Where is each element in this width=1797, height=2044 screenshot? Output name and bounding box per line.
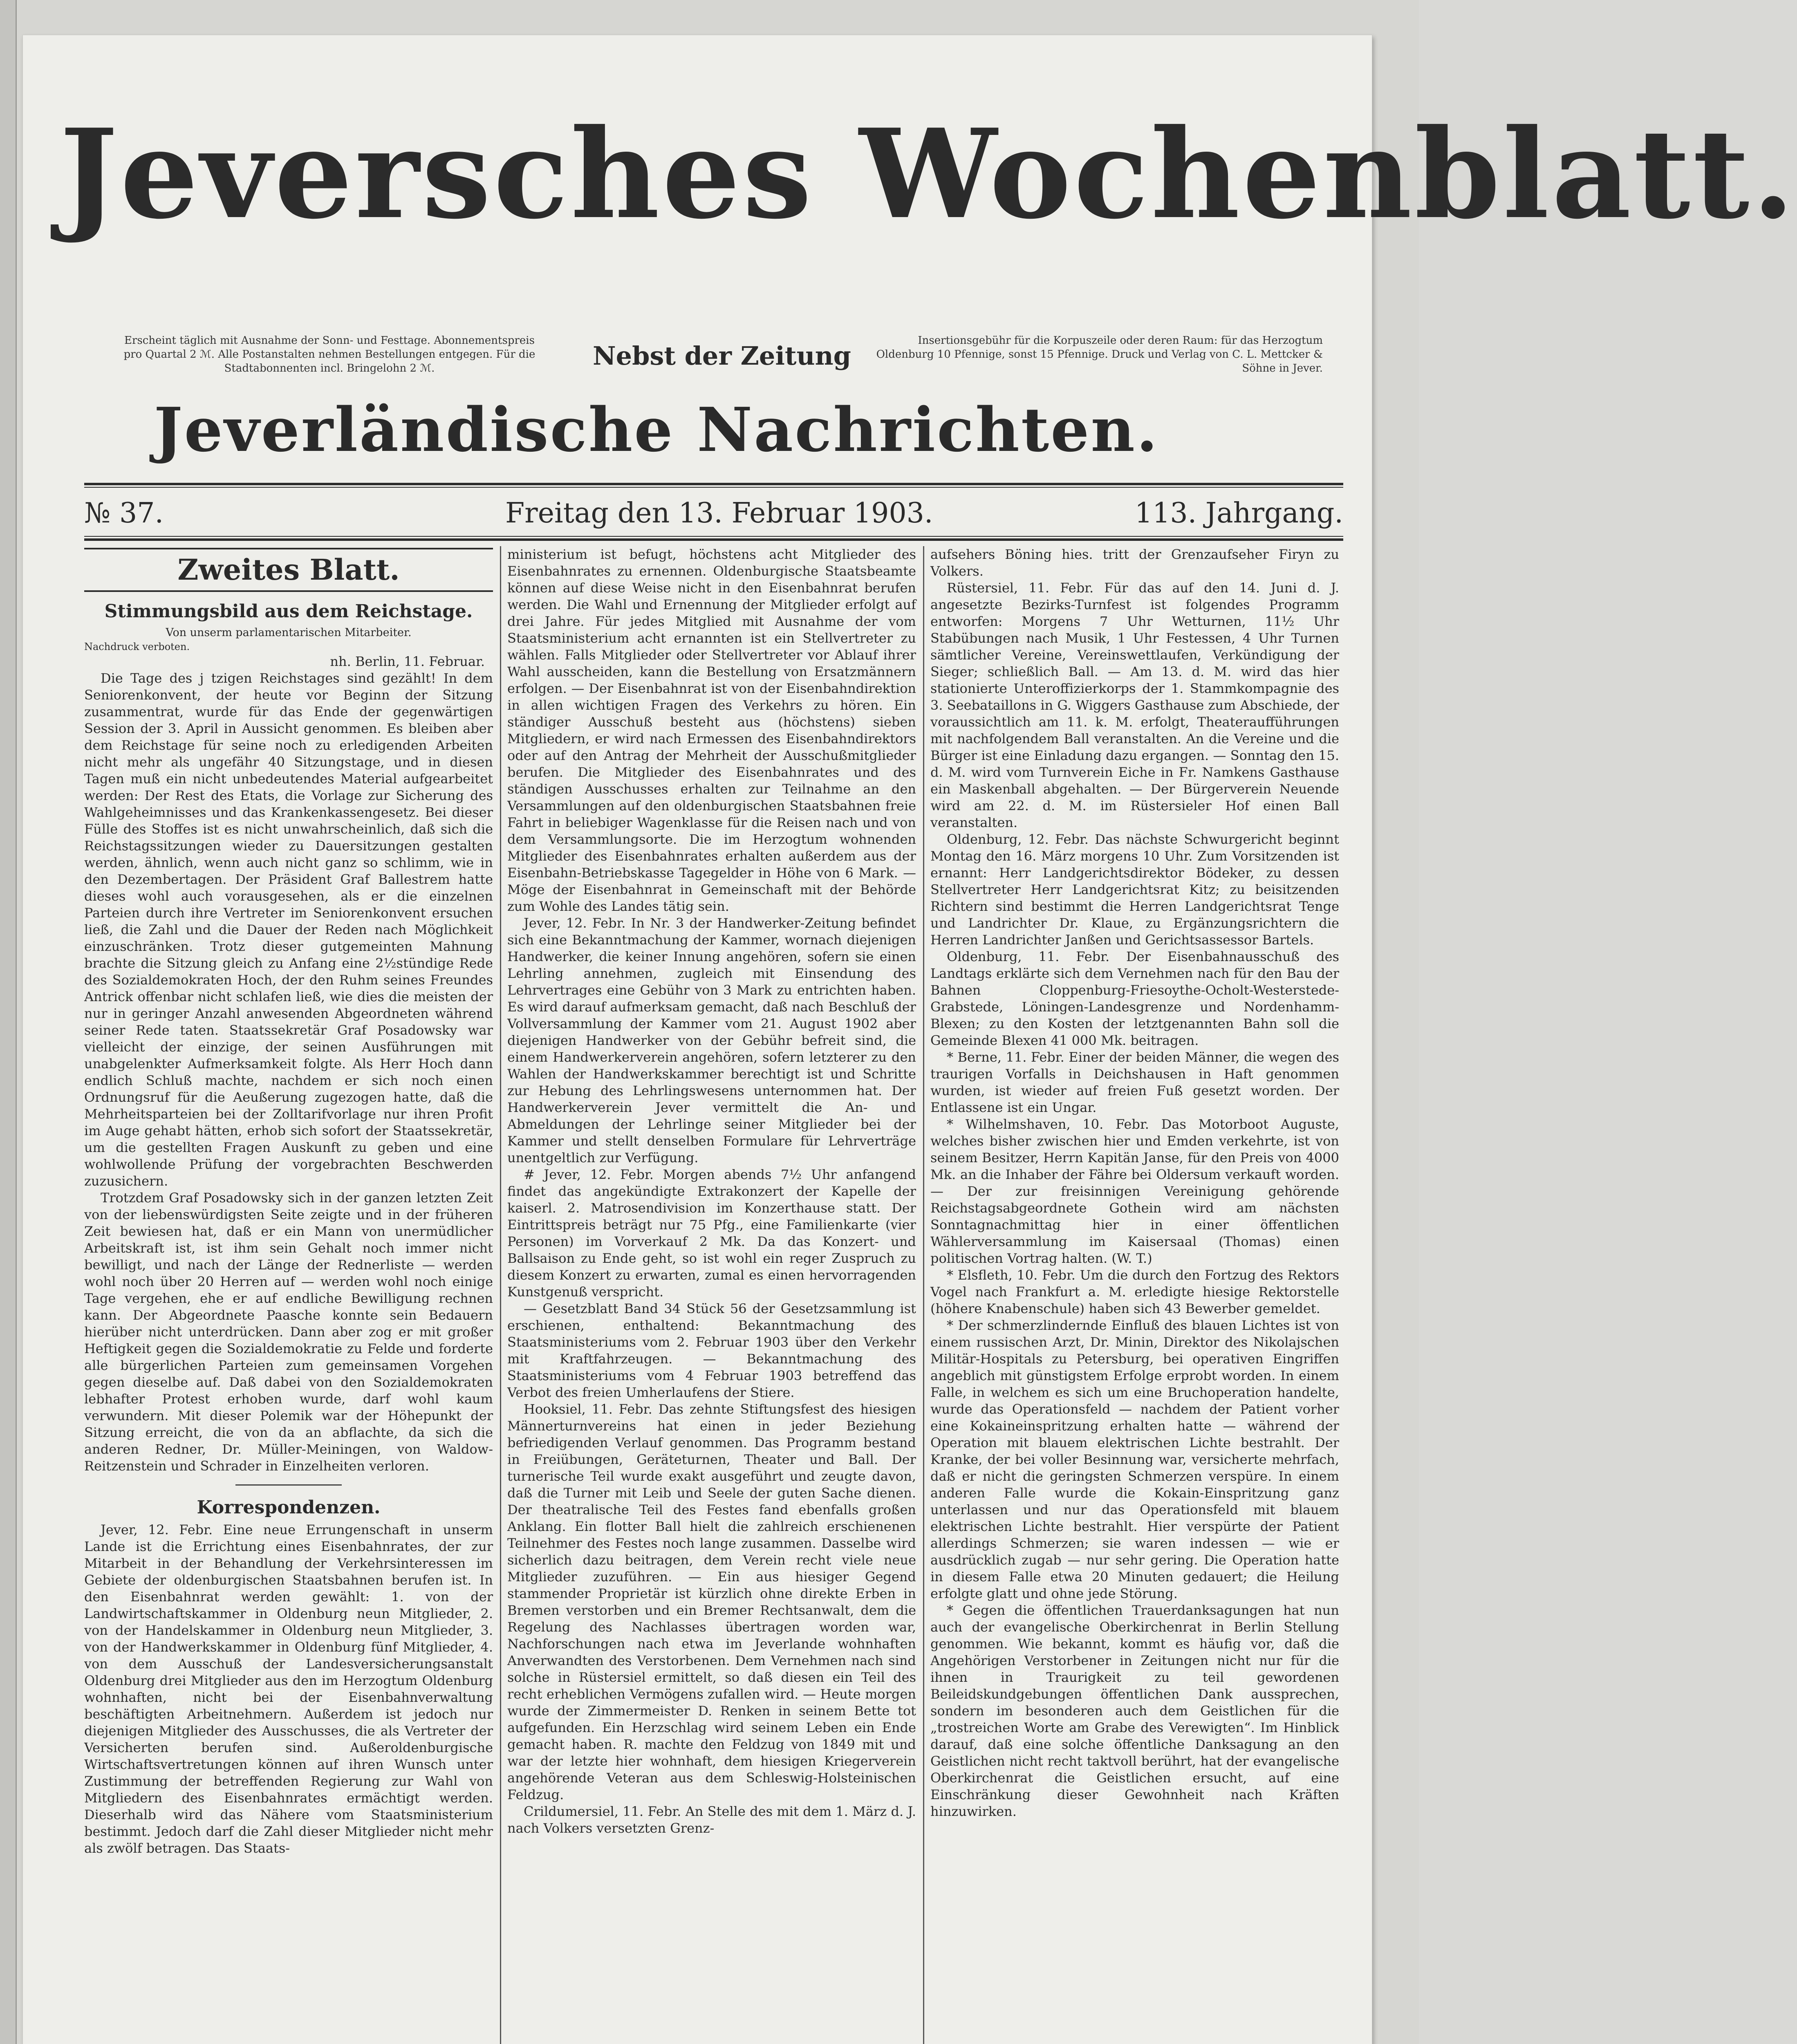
masthead-title: Jeversches Wochenblatt.: [60, 102, 1797, 246]
article-paragraph: Hooksiel, 11. Febr. Das zehnte Stiftungsfest des hiesigen Männerturnvereins hat einen in jeder Beziehung befriedigenden Verlauf genommen. Das Programm bestand in Freiübungen, Geräteturnen, Theater und Ball. Der turnerische Teil wurde exakt ausgeführt und zeugte davon, daß die Turner mit Leib und Seele der guten Sache dienen. Der theatralische Teil des Festes fand ebenfalls großen Anklang. Ein flotter Ball hielt die zahlreich erschienenen Teilnehmer des Festes noch lange zusammen. Dasselbe wird sicherlich dazu beitragen, dem Verein recht viele neue Mitglieder zuzuführen. — Ein aus hiesiger Gegend stammender Proprietär ist kürzlich ohne direkte Erben in Bremen verstorben und ein Bremer Rechtsanwalt, dem die Regelung des Nachlasses übertragen worden war, Nachforschungen nach etwa im Jeverlande wohnhaften Anverwandten des Verstorbenen. Dem Vernehmen nach sind solche in Rüstersiel ermittelt, so daß diesen ein Teil des recht erheblichen Vermögens zufallen wird. — Heute morgen wurde der Zimmermeister D. Renken in seinem Bette tot aufgefunden. Ein Herzschlag wird seinem Leben ein Ende gemacht haben. R. machte den Feldzug von 1849 mit und war der letzte hier wohnhaft, dem hiesigen Kriegerverein angehörende Veteran aus dem Schleswig-Holsteinischen Feldzug.: [507, 1401, 916, 1802]
advertising-notice: Insertionsgebühr für die Korpuszeile oder deren Raum: für das Herzogtum Oldenburg 10 Pfennige, sonst 15 Pfennige. Druck und Verlag von C. L. Mettcker & Söhne in Jever.: [876, 334, 1323, 374]
supplement-note: Nebst der Zeitung: [592, 341, 851, 371]
issue-date: Freitag den 13. Februar 1903.: [505, 497, 933, 529]
column-2: [507, 546, 916, 1837]
article-paragraph: Jever, 12. Febr. In Nr. 3 der Handwerker-Zeitung befindet sich eine Bekanntmachung der Kammer, wornach diejenigen Handwerker, die keiner Innung angehören, sofern sie einen Lehrling annehmen, zugleich mit Einsendung des Lehrvertrages eine Gebühr von 3 Mark zu entrichten haben. Es wird darauf aufmerksam gemacht, daß nach Beschluß der Vollversammlung der Kammer vom 21. August 1902 aber diejenigen Handwerker von der Gebühr befreit sind, die einem Handwerkerverein angehören, sofern letzterer zu den Wahlen der Handwerkskammer berechtigt ist und Schritte zur Hebung des Lehrlingswesens unternommen hat. Der Handwerkerverein Jever vermittelt die An- und Abmeldungen der Lehrlinge seiner Mitglieder bei der Kammer und stellt denselben Formulare für Lehrverträge unentgeltlich zur Verfügung.: [507, 915, 916, 1165]
top-rule: [84, 483, 1343, 485]
article-separator: [235, 1484, 342, 1486]
article-paragraph: * Elsfleth, 10. Febr. Um die durch den Fortzug des Rektors Vogel nach Frankfurt a. M. erledigte hiesige Rektorstelle (höhere Knabenschule) haben sich 43 Bewerber gemeldet.: [930, 1267, 1339, 1316]
article-paragraph: Rüstersiel, 11. Febr. Für das auf den 14. Juni d. J. angesetzte Bezirks-Turnfest ist folgendes Programm entworfen: Morgens 7 Uhr Wetturnen, 11½ Uhr Stabübungen nach Musik, 1 Uhr Festessen, 4 Uhr Turnen sämtlicher Vereine, Vereinswettlaufen, Verkündigung der Sieger; schließlich Ball. — Am 13. d. M. wird das hier stationierte Unteroffizierkorps der 1. Stammkompagnie des 3. Seebataillons in G. Wiggers Gasthause zum Abschiede, der voraussichtlich am 11. k. M. erfolgt, Theateraufführungen mit nachfolgendem Ball veranstalten. An die Vereine und die Bürger ist eine Einladung dazu ergangen. — Sonntag den 15. d. M. wird vom Turnverein Eiche in Fr. Namkens Gasthause ein Maskenball abgehalten. — Der Bürgerverein Neuende wird am 22. d. M. im Rüstersieler Hof einen Ball veranstalten.: [930, 580, 1339, 830]
article-paragraph: * Berne, 11. Febr. Einer der beiden Männer, die wegen des traurigen Vorfalls in Deichshausen in Haft genommen wurden, ist wieder auf freien Fuß gesetzt worden. Der Entlassene ist ein Ungar.: [930, 1049, 1339, 1115]
article-paragraph: Crildumersiel, 11. Febr. An Stelle des mit dem 1. März d. J. nach Volkers versetzten Grenz-: [507, 1804, 916, 1836]
section-rule: [84, 548, 493, 549]
newspaper-page: [22, 35, 1797, 2044]
issue-number: № 37.: [84, 497, 164, 529]
article-paragraph: Die Tage des j tzigen Reichstages sind gezählt! In dem Seniorenkonvent, der heute vor Beginn der Sitzung zusammentrat, wurde für das Ende der gegenwärtigen Session der 3. April in Aussicht genommen. Es bleiben aber dem Reichstage für seine noch zu erledigenden Arbeiten nicht mehr als ungefähr 40 Sitzungstage, und in diesen Tagen muß ein nicht unbedeutendes Material aufgearbeitet werden: Der Rest des Etats, die Vorlage zur Sicherung des Wahlgeheimnisses und das Krankenkassengesetz. Bei dieser Fülle des Stoffes ist es nicht unwahrscheinlich, daß sich die Reichstagssitzungen wieder zu Dauersitzungen gestalten werden, ähnlich, wenn auch nicht ganz so schlimm, wie in den Dezembertagen. Der Präsident Graf Ballestrem hatte dieses wohl auch vorausgesehen, als er die einzelnen Parteien durch ihre Vertreter im Seniorenkonvent ersuchen ließ, die Zahl und die Dauer der Reden nach Möglichkeit einzuschränken. Trotz dieser gutgemeinten Mahnung brachte die Sitzung gleich zu Anfang eine 2½stündige Rede des Sozialdemokraten Hoch, der den Ruhm seines Freundes Antrick offenbar nicht schlafen ließ, wie dies die meisten der nur in geringer Anzahl anwesenden Abgeordneten während seiner Rede taten. Staatssekretär Graf Posadowsky war vielleicht der einzige, der seinen Ausführungen mit unabgelenkter Aufmerksamkeit folgte. Als Herr Hoch dann endlich Schluß machte, nachdem er sich noch einen Ordnungsruf für die Aeußerung zugezogen hatte, daß die Mehrheitsparteien bei der Zolltarifvorlage nur ihren Profit im Auge gehabt hätten, erhob sich sofort der Staatssekretär, um die gestellten Fragen Auskunft zu geben und eine wohlwollende Prüfung der vorgebrachten Beschwerden zuzusichern.: [84, 670, 493, 1189]
article-paragraph: * Gegen die öffentlichen Trauerdanksagungen hat nun auch der evangelische Oberkirchenrat in Berlin Stellung genommen. Wie bekannt, kommt es häufig vor, daß die Angehörigen Verstorbener in Zeitungen nicht nur für die ihnen in Traurigkeit zu teil gewordenen Beileidskundgebungen öffentlichen Dank aussprechen, sondern im besonderen auch dem Geistlichen für die „trostreichen Worte am Grabe des Verewigten“. Im Hinblick darauf, daß eine solche öffentliche Danksagung an den Geistlichen nicht recht taktvoll berührt, hat der evangelische Oberkirchenrat die Geistlichen ersucht, auf eine Einschränkung dieser Gewohnheit nach Kräften hinzuwirken.: [930, 1602, 1339, 1819]
article-paragraph: Trotzdem Graf Posadowsky sich in der ganzen letzten Zeit von der liebenswürdigsten Seite zeigte und in der früheren Zeit bewiesen hat, daß er ein Mann von unermüdlicher Arbeitskraft ist, ist ihm sein Gehalt noch immer nicht bewilligt, und nach der Länge der Rednerliste — werden wohl noch über 20 Herren auf — werden wohl noch einige Tage vergehen, ehe er auf endliche Bewilligung rechnen kann. Der Abgeordnete Paasche konnte sein Bedauern hierüber nicht unterdrücken. Dann aber zog er mit großer Heftigkeit gegen die Sozialdemokratie zu Felde und forderte alle bürgerlichen Parteien zum gemeinsamen Vorgehen gegen dieselbe auf. Daß dabei von den Sozialdemokraten lebhafter Protest erhoben wurde, darf wohl kaum verwundern. Mit dieser Polemik war der Höhepunkt der Sitzung erreicht, die von da an abflachte, da sich die anderen Redner, Dr. Müller-Meiningen, von Waldow-Reitzenstein und Schrader in Einzelheiten verloren.: [84, 1190, 493, 1474]
article-paragraph: * Der schmerzlindernde Einfluß des blauen Lichtes ist von einem russischen Arzt, Dr. Minin, Direktor des Nikolajschen Militär-Hospitals zu Petersburg, bei operativen Eingriffen angeblich mit günstigstem Erfolge erprobt worden. In einem Falle, in welchem es sich um eine Bruchoperation handelte, wurde das Operationsfeld — nachdem der Patient vorher eine Kokaineinspritzung erhalten hatte — während der Operation mit blauem elektrischen Lichte bestrahlt. Der Kranke, der bei voller Besinnung war, versicherte mehrfach, daß er nicht die geringsten Schmerzen verspüre. In einem anderen Falle wurde die Kokain-Einspritzung ganz unterlassen und nur das Operationsfeld mit blauem elektrischen Lichte bestrahlt. Hier verspürte der Patient allerdings Schmerzen; sie waren indessen — wie er ausdrücklich zugab — nur sehr gering. Die Operation hatte in diesem Falle etwa 20 Minuten gedauert; die Heilung erfolgte glatt und ohne jede Störung.: [930, 1318, 1339, 1601]
dateline: [84, 493, 1343, 534]
article-paragraph: # Jever, 12. Febr. Morgen abends 7½ Uhr anfangend findet das angekündigte Extrakonzert der Kapelle der kaiserl. 2. Matrosendivision im Konzerthause statt. Der Eintrittspreis beträgt nur 75 Pfg., eine Familienkarte (vier Personen) im Vorverkauf 2 Mk. Da das Konzert- und Ballsaison zu Ende geht, so ist wohl ein reger Zuspruch zu diesem Konzert zu erwarten, zumal es einen hervorragenden Kunstgenuß verspricht.: [507, 1167, 916, 1300]
subscription-notice: Erscheint täglich mit Ausnahme der Sonn- und Festtage. Abonnementspreis pro Quartal 2 ℳ. Alle Postanstalten nehmen Bestellungen entgegen. Für die Stadtabonnenten incl. Bringelohn 2 ℳ.: [123, 334, 536, 374]
article-title: Korrespondenzen.: [197, 1497, 381, 1518]
column-3: [930, 546, 1339, 1820]
article-paragraph: Oldenburg, 12. Febr. Das nächste Schwurgericht beginnt Montag den 16. März morgens 10 Uhr. Zum Vorsitzenden ist ernannt: Herr Landgerichtsdirektor Bödeker, zu dessen Stellvertreter Herr Landgerichtsrat Kitz; zu beisitzenden Richtern sind bestimmt die Herren Landgerichtsrat Tenge und Landrichter Dr. Klaue, zu Ergänzungsrichtern die Herren Landrichter Janßen und Gerichtsassessor Bartels.: [930, 831, 1339, 948]
column-divider: [500, 546, 501, 2044]
article-paragraph: * Wilhelmshaven, 10. Febr. Das Motorboot Auguste, welches bisher zwischen hier und Emden verkehrte, ist von seinem Besitzer, Herrn Kapitän Janse, für den Preis von 4000 Mk. an die Inhaber der Fähre bei Oldersum verkauft worden. — Der zur freisinnigen Vereinigung gehörende Reichstagsabgeordnete Gothein wird am nächsten Sonntagnachmittag hier in einer öffentlichen Wählerversammlung im Kaisersaal (Thomas) einen politischen Vortrag halten. (W. T.): [930, 1116, 1339, 1266]
section-heading: Zweites Blatt.: [177, 553, 400, 587]
article-paragraph: Oldenburg, 11. Febr. Der Eisenbahnausschuß des Landtags erklärte sich dem Vernehmen nach für den Bau der Bahnen Cloppenburg-Friesoythe-Ocholt-Westerstede-Grabstede, Löningen-Landesgrenze und Nordenhamm-Blexen; zu den Kosten der letztgenannten Bahn soll die Gemeinde Blexen 41 000 Mk. beitragen.: [930, 949, 1339, 1048]
subtitle: Jeverländische Nachrichten.: [154, 394, 1159, 465]
article-paragraph: ministerium ist befugt, höchstens acht Mitglieder des Eisenbahnrates zu ernennen. Oldenburgische Staatsbeamte können auf diese Weise nicht in den Eisenbahnrat berufen werden. Die Wahl und Ernennung der Mitglieder erfolgt auf drei Jahre. Für jedes Mitglied mit Ausnahme der vom Staatsministerium acht ernannten ist ein Stellvertreter zu wählen. Falls Mitglieder oder Stellvertreter vor Ablauf ihrer Wahl ausscheiden, kann die Bestellung von Ersatzmännern erfolgen. — Der Eisenbahnrat ist von der Eisenbahndirektion in allen wichtigen Fragen des Verkehrs zu hören. Ein ständiger Ausschuß besteht aus (höchstens) sieben Mitgliedern, er wird nach Ermessen des Eisenbahndirektors oder auf den Antrag der Mehrheit der Ausschußmitglieder berufen. Die Mitglieder des Eisenbahnrates und des ständigen Ausschusses erhalten zur Teilnahme an den Versammlungen auf den oldenburgischen Staatsbahnen freie Fahrt in beliebiger Wagenklasse für die Reisen nach und von dem Versammlungsorte. Die im Herzogtum wohnenden Mitglieder des Eisenbahnrates erhalten außerdem aus der Eisenbahn-Betriebskasse Tagegelder in Höhe von 6 Mark. — Möge der Eisenbahnrat in Gemeinschaft mit der Behörde zum Wohle des Landes tätig sein.: [507, 547, 916, 914]
volume-number: 113. Jahrgang.: [1134, 497, 1343, 529]
article-dateline: nh. Berlin, 11. Februar.: [330, 654, 485, 669]
article-paragraph: Jever, 12. Febr. Eine neue Errungenschaft in unserm Lande ist die Errichtung eines Eisenbahnrates, der zur Mitarbeit in der Behandlung der Verkehrsinteressen im Gebiete der oldenburgischen Staatsbahnen berufen ist. In den Eisenbahnrat werden gewählt: 1. von der Landwirtschaftskammer in Oldenburg neun Mitglieder, 2. von der Handelskammer in Oldenburg neun Mitglieder, 3. von der Handwerkskammer in Oldenburg fünf Mitglieder, 4. von dem Ausschuß der Landesversicherungsanstalt Oldenburg drei Mitglieder aus den im Herzogtum Oldenburg wohnhaften, nicht bei der Eisenbahnverwaltung beschäftigten Arbeitnehmern. Außerdem ist jedoch nur diejenigen Mitglieder des Ausschusses, die als Vertreter der Versicherten berufen sind. Außeroldenburgische Wirtschaftsvertretungen können auf ihren Wunsch unter Zustimmung der betreffenden Regierung zur Wahl von Mitgliedern des Eisenbahnrates ermächtigt werden. Dieserhalb wird das Nähere vom Staatsministerium bestimmt. Jedoch darf die Zahl dieser Mitglieder nicht mehr als zwölf betragen. Das Staats-: [84, 1522, 493, 1856]
reprint-note: Nachdruck verboten.: [84, 641, 190, 652]
column-1: [84, 546, 493, 1857]
top-rule-thin: [84, 487, 1343, 488]
article-title: Stimmungsbild aus dem Reichstage.: [104, 601, 473, 622]
bottom-rule: [84, 538, 1343, 541]
section-rule: [84, 590, 493, 592]
article-paragraph: — Gesetzblatt Band 34 Stück 56 der Gesetzsammlung ist erschienen, enthaltend: Bekanntmachung des Staatsministeriums vom 2. Februar 1903 über den Verkehr mit Kraftfahrzeugen. — Bekanntmachung des Staatsministeriums vom 4 Februar 1903 betreffend das Verbot des freien Umherlaufens der Stiere.: [507, 1301, 916, 1400]
article-paragraph: aufsehers Böning hies. tritt der Grenzaufseher Firyn zu Volkers.: [930, 547, 1339, 579]
article-byline: Von unserm parlamentarischen Mitarbeiter.: [166, 626, 412, 639]
column-divider: [923, 546, 924, 2044]
bottom-rule-thin: [84, 536, 1343, 537]
previous-page-edge: [0, 0, 17, 2044]
